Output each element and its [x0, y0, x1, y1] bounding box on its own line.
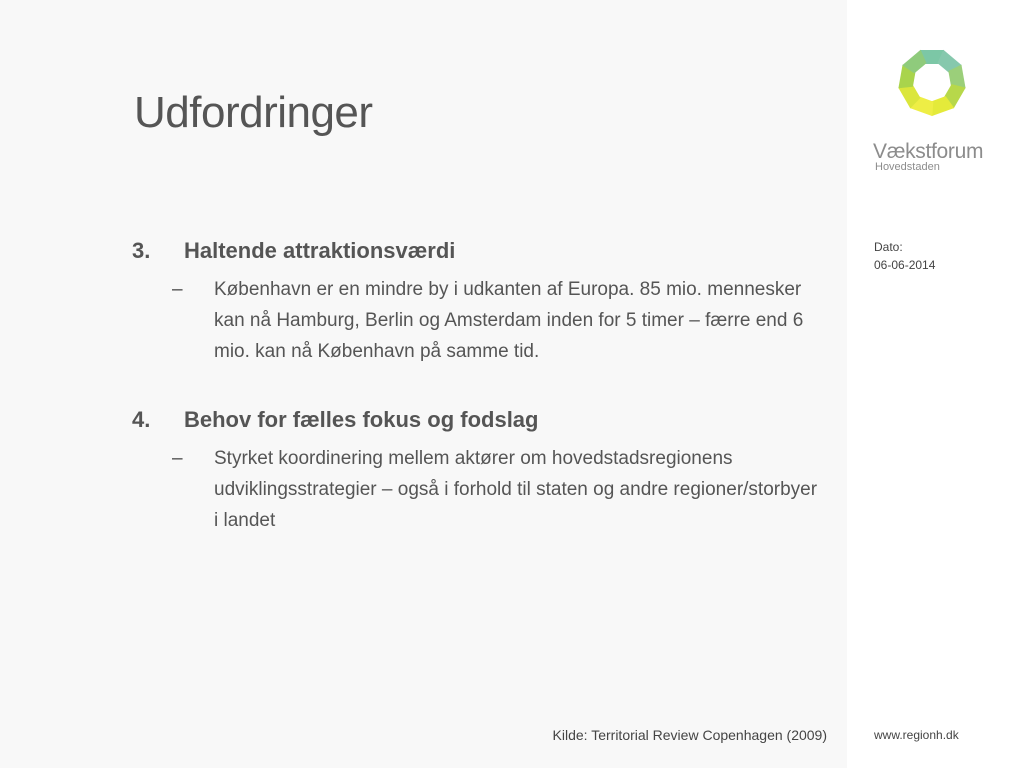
item-number: 3.	[132, 238, 151, 263]
dash-bullet: –	[172, 279, 183, 300]
sub-bullet	[172, 274, 822, 367]
item-number: 4.	[132, 407, 151, 432]
sub-bullet	[172, 443, 822, 536]
list-item	[132, 238, 822, 367]
logo-subtitle: Hovedstaden	[875, 161, 940, 173]
list-item	[132, 407, 822, 536]
dash-bullet: –	[172, 448, 183, 469]
source-note: Kilde: Territorial Review Copenhagen (2009)	[552, 727, 827, 743]
slide-content	[132, 238, 822, 536]
logo-wordmark: Vækstforum	[873, 140, 984, 163]
item-heading	[132, 238, 822, 270]
item-heading-text: Behov for fælles fokus og fodslag	[184, 407, 539, 432]
slide-title: Udfordringer	[134, 88, 373, 137]
item-heading-text: Haltende attraktionsværdi	[184, 238, 456, 263]
website-url: www.regionh.dk	[874, 728, 959, 742]
date-value: 06-06-2014	[874, 258, 936, 272]
item-heading	[132, 407, 822, 439]
sub-bullet-text: København er en mindre by i udkanten af Europa. 85 mio. mennesker kan nå Hamburg, Berlin og Amsterdam inden for 5 timer – færre end 6 mio. kan nå København på samme tid.	[214, 279, 804, 362]
date-label: Dato:	[874, 240, 903, 254]
sub-bullet-text: Styrket koordinering mellem aktører om hovedstadsregionens udviklingsstrategier – også i forhold til staten og andre regioner/storbyer i landet	[214, 448, 818, 531]
